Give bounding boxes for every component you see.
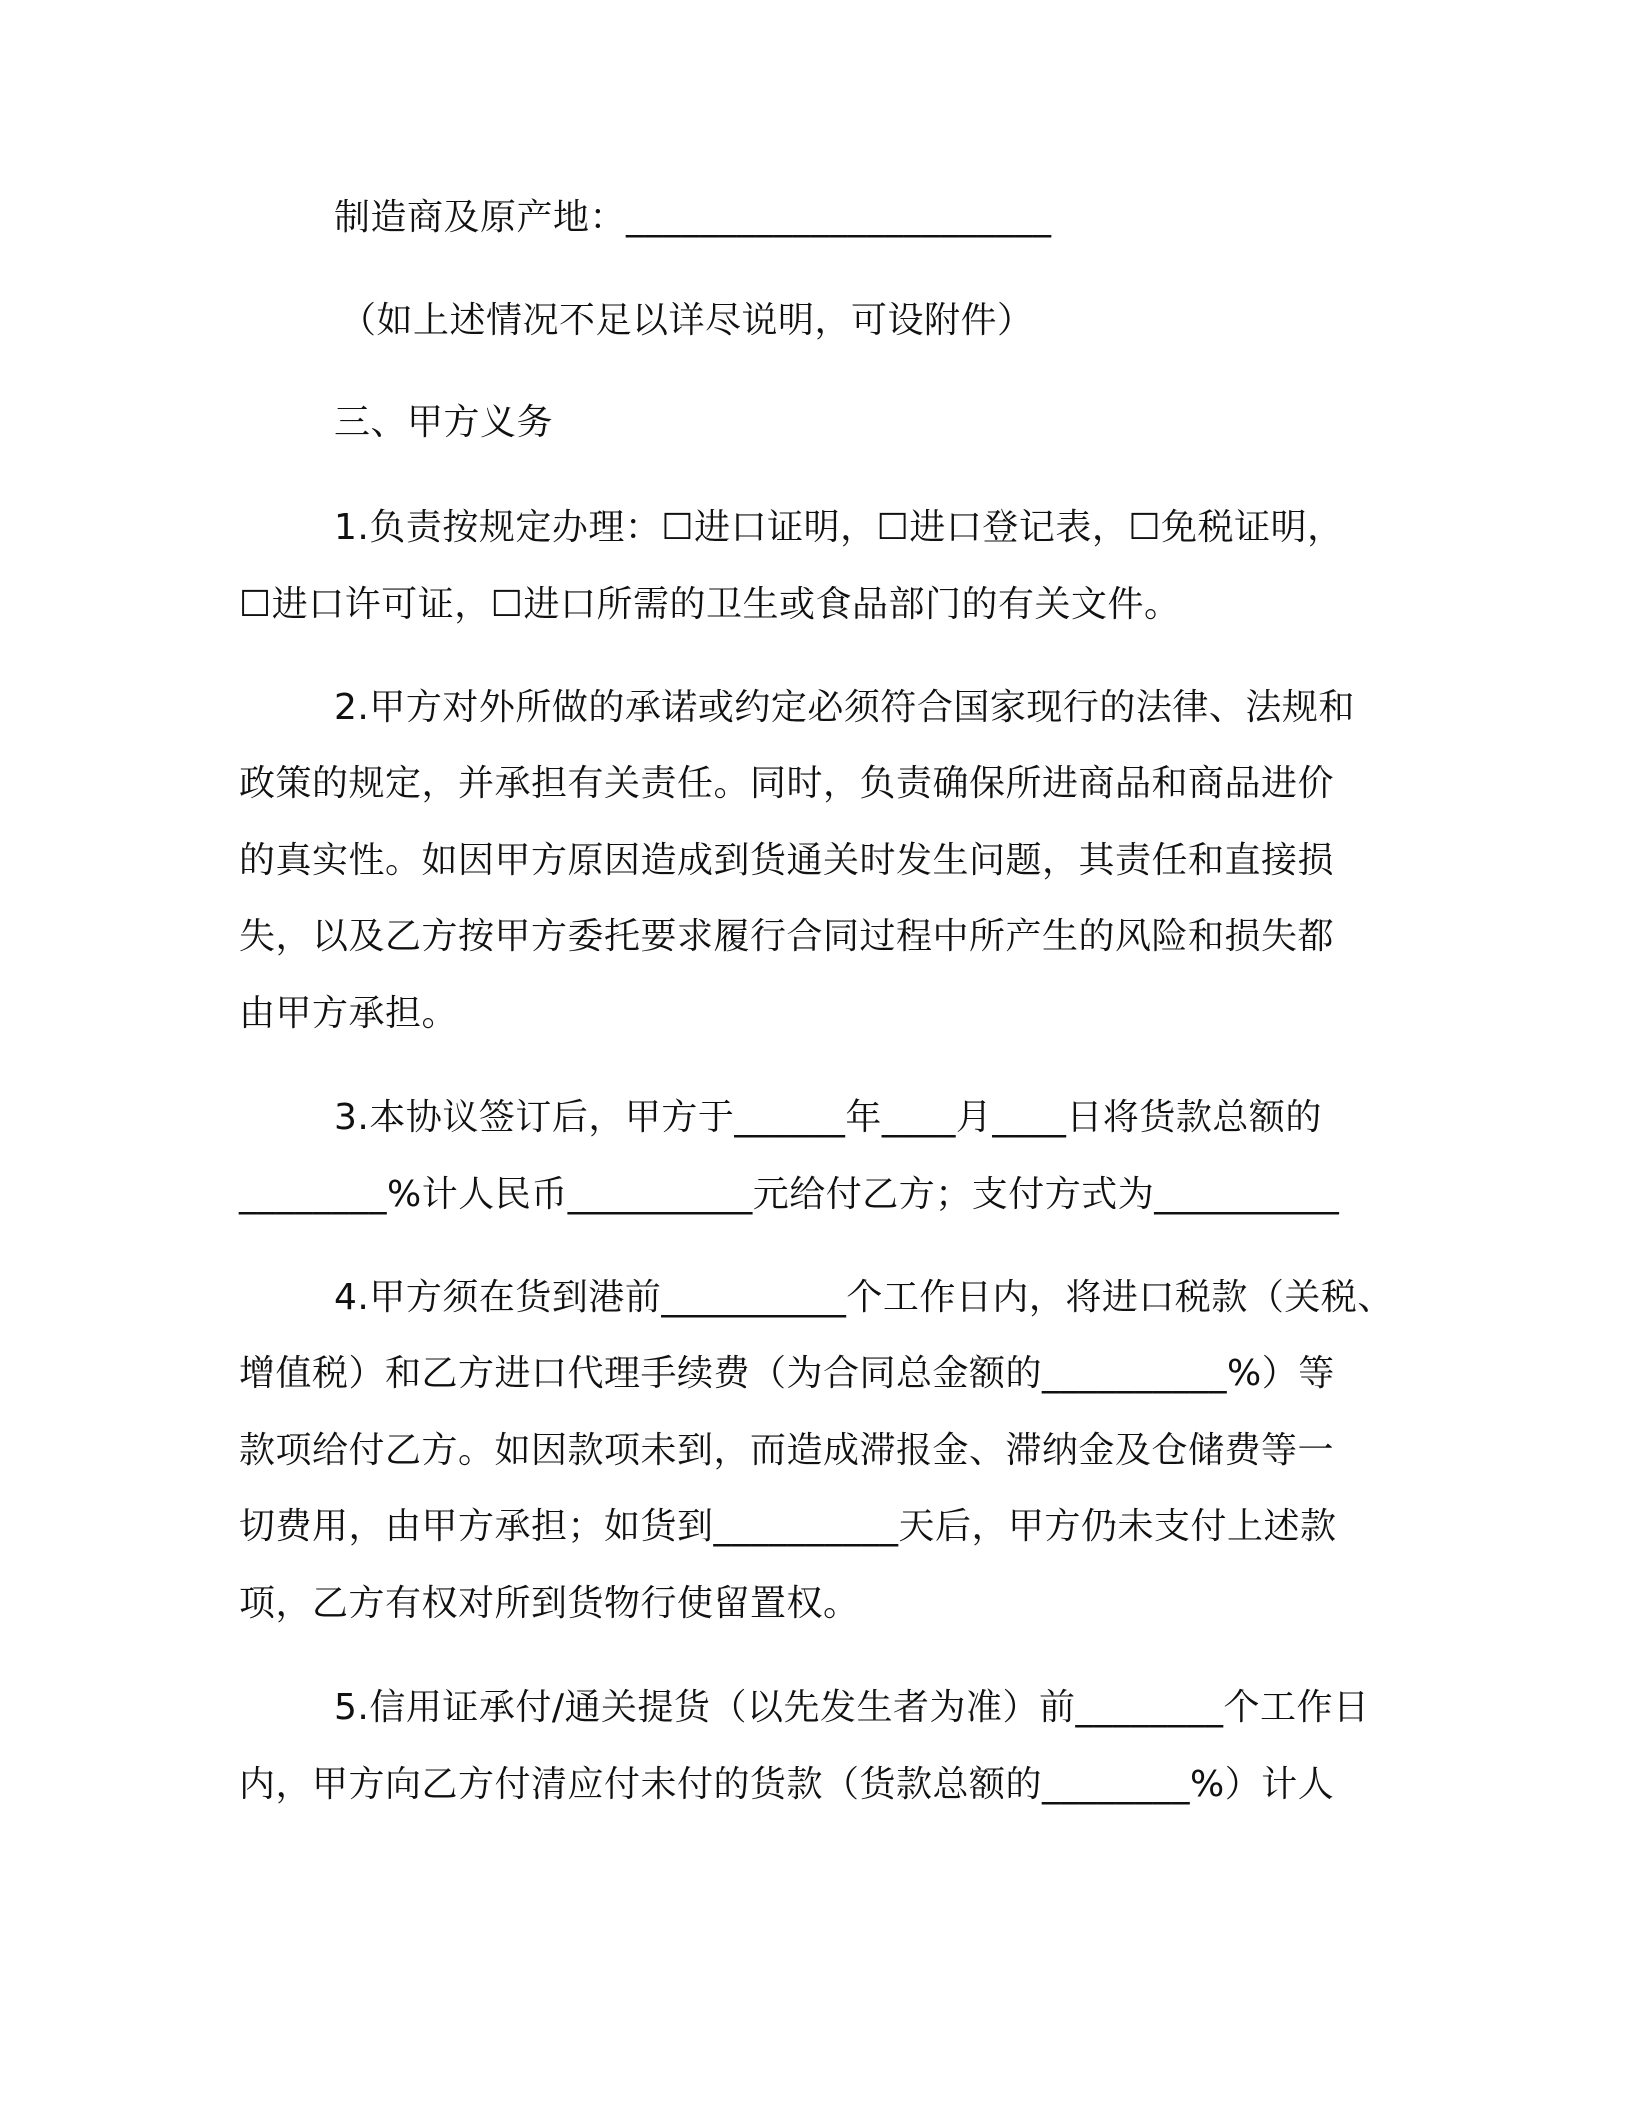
clause-1-line-1: 1.负责按规定办理：☐进口证明，☐进口登记表，☐免税证明， [334,507,1344,548]
clause-1-line-2: ☐进口许可证，☐进口所需的卫生或食品部门的有关文件。 [239,584,1181,625]
clause-3-line-1: 3.本协议签订后，甲方于______年____月____日将货款总额的 [334,1097,1322,1138]
clause-5-line-1: 5.信用证承付/通关提货（以先发生者为准）前________个工作日 [334,1687,1370,1728]
manufacturer-origin-line: 制造商及原产地：_______________________ [334,197,1052,238]
clause-2-line-4: 失，以及乙方按甲方委托要求履行合同过程中所产生的风险和损失都 [239,916,1335,957]
section-heading-party-a-obligations: 三、甲方义务 [334,402,554,443]
attachment-note: （如上述情况不足以详尽说明，可设附件） [340,300,1034,341]
clause-3-line-2: ________%计人民币__________元给付乙方；支付方式为__________ [239,1174,1340,1215]
clause-4-line-5: 项，乙方有权对所到货物行使留置权。 [239,1583,860,1624]
clause-2-line-2: 政策的规定，并承担有关责任。同时，负责确保所进商品和商品进价 [239,763,1335,804]
clause-2-line-3: 的真实性。如因甲方原因造成到货通关时发生问题，其责任和直接损 [239,840,1335,881]
clause-4-line-1: 4.甲方须在货到港前__________个工作日内，将进口税款（关税、 [334,1277,1394,1318]
clause-5-line-2: 内，甲方向乙方付清应付未付的货款（货款总额的________%）计人 [239,1764,1335,1805]
clause-4-line-3: 款项给付乙方。如因款项未到，而造成滞报金、滞纳金及仓储费等一 [239,1430,1335,1471]
clause-4-line-4: 切费用，由甲方承担；如货到__________天后，甲方仍未支付上述款 [239,1506,1337,1547]
clause-4-line-2: 增值税）和乙方进口代理手续费（为合同总金额的__________%）等 [239,1353,1335,1394]
clause-2-line-1: 2.甲方对外所做的承诺或约定必须符合国家现行的法律、法规和 [334,687,1355,728]
clause-2-line-5: 由甲方承担。 [239,993,459,1034]
